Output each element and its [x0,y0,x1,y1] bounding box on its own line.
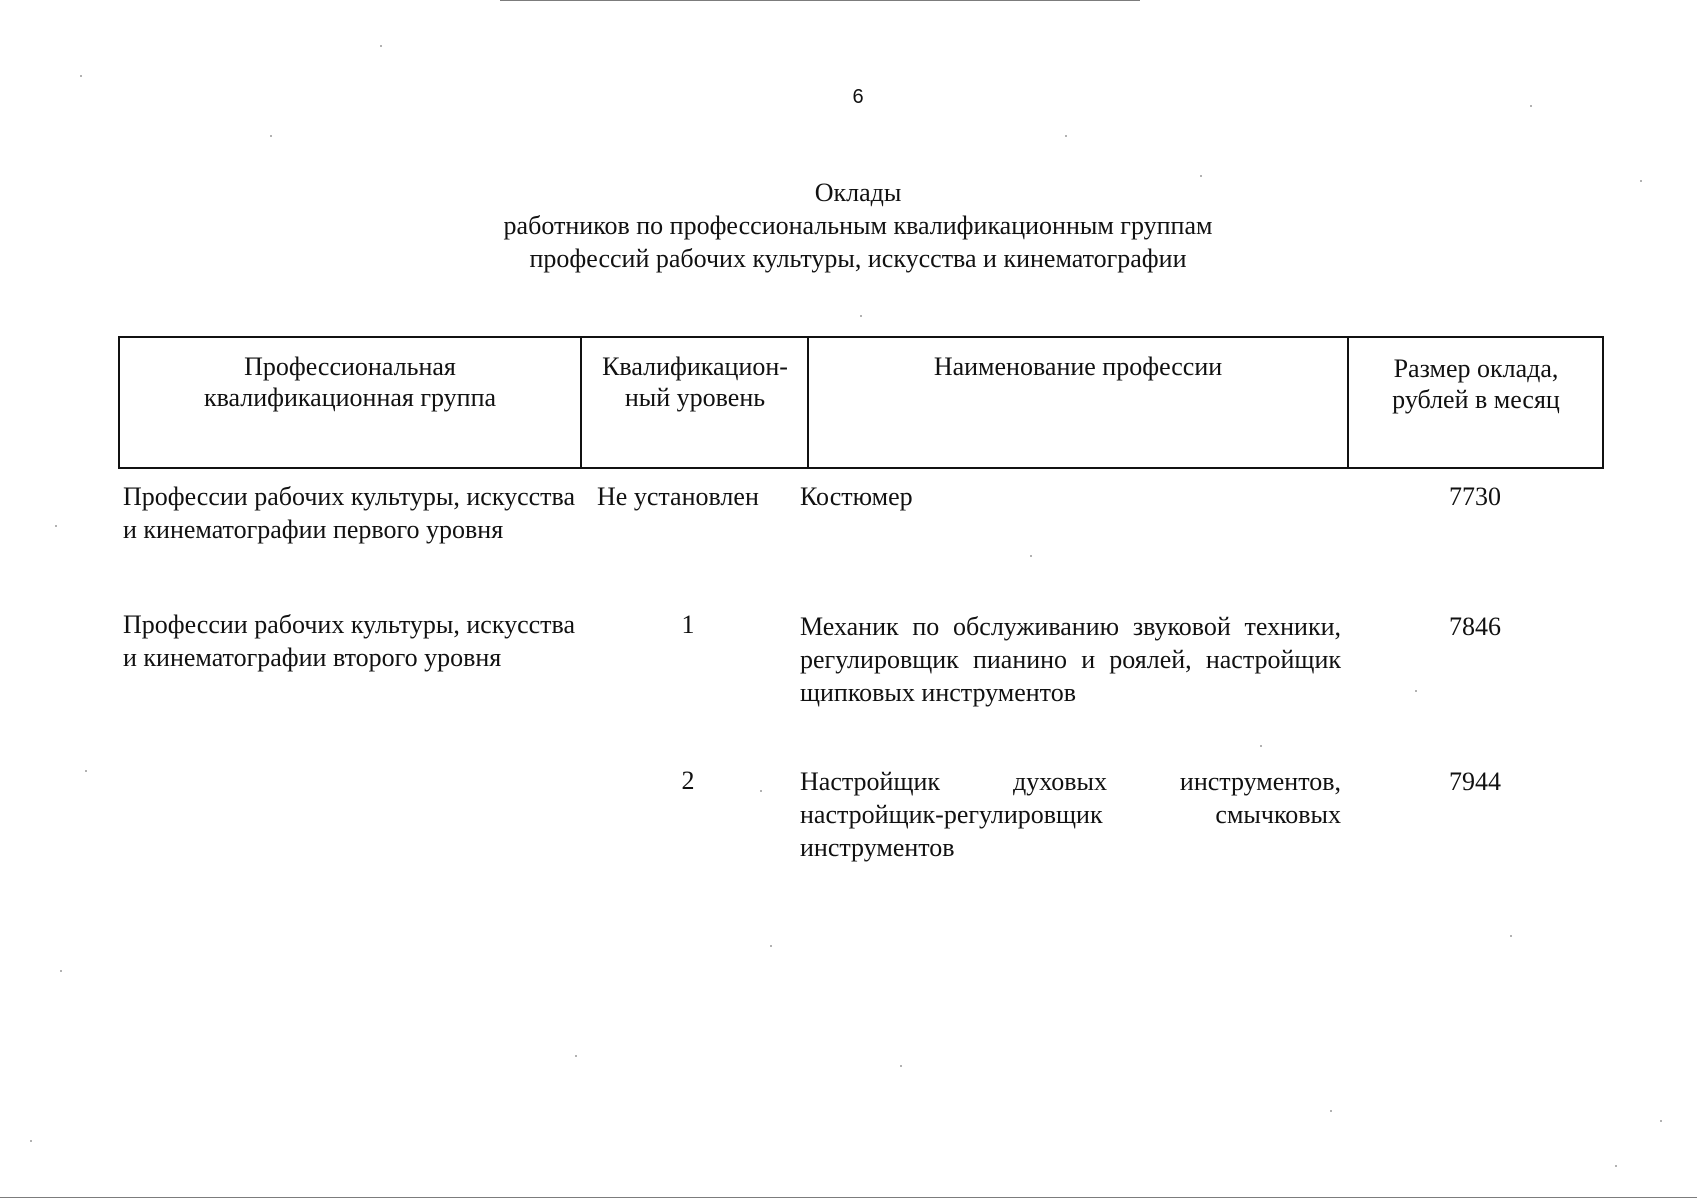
header-group: Профессиональная квалификационная группа [203,352,497,412]
header-salary-line-2: рублей в месяц [1392,385,1560,414]
title-line-2: работников по профессиональным квалификационным группам [503,211,1213,240]
scan-speck [1415,690,1417,692]
page-number: 6 [852,86,864,108]
scan-speck [1030,555,1032,557]
scan-speck [770,945,772,947]
scan-edge-top [500,0,1140,1]
scan-speck [1510,935,1512,937]
scan-speck [900,1065,902,1067]
scan-speck [55,525,57,527]
scan-speck [1200,175,1202,177]
scan-speck [1330,1110,1332,1112]
row-2-salary: 7846 [1449,612,1501,641]
scan-speck [575,1055,577,1057]
row-3-salary: 7944 [1449,767,1501,796]
title-line-3: профессий рабочих культуры, искусства и кинематографии [529,244,1187,273]
table-header-divider-2 [807,336,809,469]
scan-edge-bottom [0,1197,1697,1198]
scan-speck [1640,180,1642,182]
scan-speck [860,315,862,317]
table-header-divider-3 [1347,336,1349,469]
header-salary-line-1: Размер оклада, [1393,354,1559,383]
row-1-profession: Костюмер [800,482,913,511]
header-level [584,351,806,413]
scan-speck [80,75,82,77]
document-title [0,176,1697,275]
scan-speck [1065,135,1067,137]
row-2-group: Профессии рабочих культуры, искусства и кинематографии второго уровня [123,610,575,672]
scan-speck [1260,745,1262,747]
row-1-group: Профессии рабочих культуры, искусства и кинематографии первого уровня [123,482,575,544]
row-2-profession: Механик по обслуживанию звуковой техники, регулировщик пианино и роялей, настройщик щипковых инструментов [800,612,1341,707]
row-1-salary: 7730 [1449,482,1501,511]
scan-speck [380,45,382,47]
scan-speck [270,135,272,137]
scan-speck [1660,1120,1662,1122]
header-salary [1350,353,1602,415]
header-profession: Наименование профессии [933,352,1223,381]
row-3-profession: Настройщик духовых инструментов, настройщик-регулировщик смычковых инструментов [800,767,1341,862]
header-level-line-1: Квалификацион- [602,352,788,381]
scan-speck [60,970,62,972]
scan-speck [30,1140,32,1142]
row-1-level: Не установлен [597,482,759,511]
table-header-divider-1 [580,336,582,469]
header-level-line-2: ный уровень [624,383,766,412]
row-3-level: 2 [681,766,695,795]
title-line-1: Оклады [814,178,902,207]
row-2-level: 1 [681,610,695,639]
scan-speck [1615,1165,1617,1167]
scan-speck [85,770,87,772]
scan-speck [1530,105,1532,107]
scan-speck [760,790,762,792]
